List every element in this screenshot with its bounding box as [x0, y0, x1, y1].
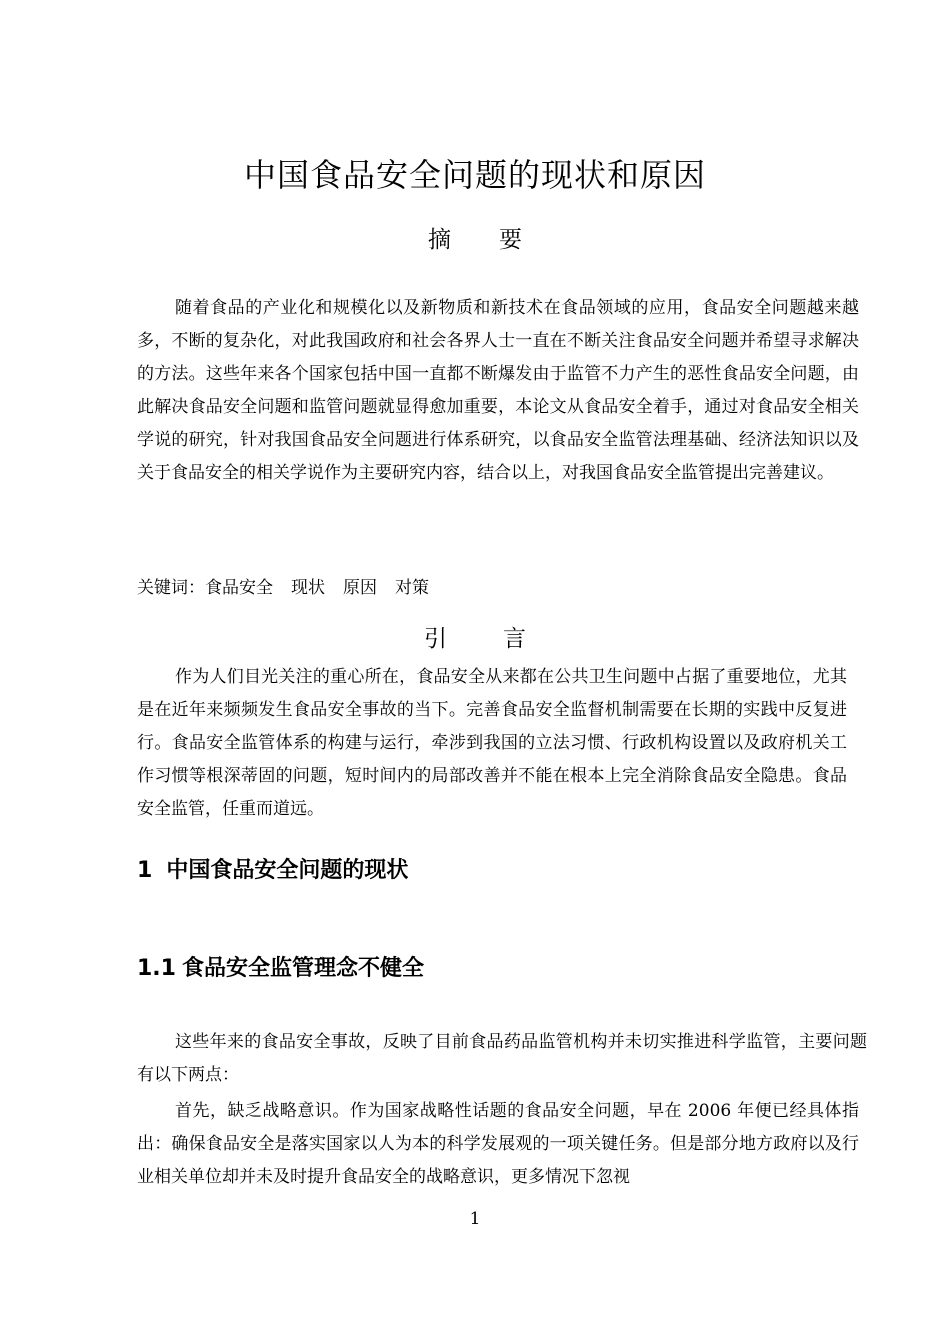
abstract-paragraph: 随着食品的产业化和规模化以及新物质和新技术在食品领域的应用，食品安全问题越来越多，不断的复杂化，对此我国政府和社会各界人士一直在不断关注食品安全问题并希望寻求解决的方法。这些年来各个国家包括中国一直都不断爆发由于监管不力产生的恶性食品安全问题，由此解决食品安全问题和监管问题就显得愈加重要，本论文从食品安全着手，通过对食品安全相关学说的研究，针对我国食品安全问题进行体系研究，以食品安全监管法理基础、经济法知识以及关于食品安全的相关学说作为主要研究内容，结合以上，对我国食品安全监管提出完善建议。: [137, 298, 859, 483]
introduction-paragraph: 作为人们目光关注的重心所在，食品安全从来都在公共卫生问题中占据了重要地位，尤其是在近年来频频发生食品安全事故的当下。完善食品安全监督机制需要在长期的实践中反复进行。食品安全监管体系的构建与运行，牵涉到我国的立法习惯、行政机构设置以及政府机关工作习惯等根深蒂固的问题，短时间内的局部改善并不能在根本上完全消除食品安全隐患。食品安全监管，任重而道远。: [137, 667, 847, 819]
keyword-item: 现状: [291, 578, 325, 598]
section-title: 中国食品安全问题的现状: [166, 858, 409, 883]
section-1-1-heading: [137, 951, 424, 987]
section-1-heading: [137, 854, 408, 888]
abstract-heading: 摘要: [428, 227, 570, 253]
keyword-item: 对策: [395, 578, 429, 598]
subsection-title: 食品安全监管理念不健全: [181, 956, 424, 981]
keyword-item: 食品安全: [205, 578, 273, 598]
body-paragraph: 首先，缺乏战略意识。作为国家战略性话题的食品安全问题，早在 2006 年便已经具体指出：确保食品安全是落实国家以人为本的科学发展观的一项关键任务。但是部分地方政府以及行业相关单位却并未及时提升食品安全的战略意识，更多情况下忽视: [137, 1101, 859, 1187]
body-paragraph: 这些年来的食品安全事故，反映了目前食品药品监管机构并未切实推进科学监管，主要问题有以下两点：: [137, 1032, 867, 1085]
keyword-item: 原因: [343, 578, 377, 598]
subsection-number: 1.1: [137, 956, 176, 981]
document-title: 中国食品安全问题的现状和原因: [243, 156, 706, 194]
introduction-heading: 引言: [424, 626, 582, 652]
section-number: 1: [137, 858, 153, 883]
page-number: 1: [469, 1209, 481, 1229]
keywords-line: [137, 572, 447, 605]
keywords-label: 关键词：: [137, 578, 205, 598]
